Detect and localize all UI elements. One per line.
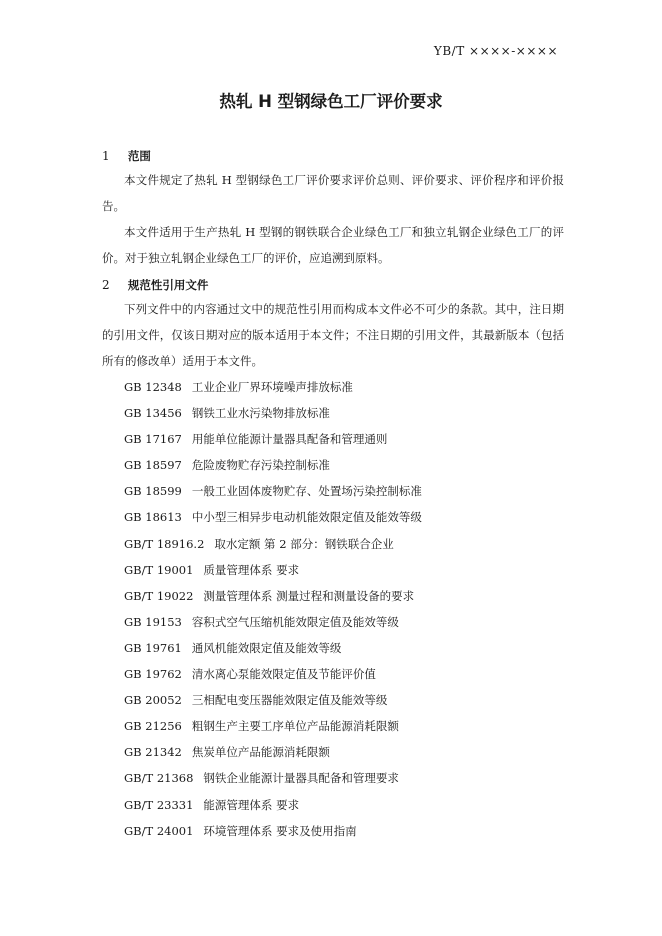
list-item (124, 531, 422, 557)
list-item (124, 635, 422, 661)
section-number: 2 (102, 278, 110, 292)
reference-name: 三相配电变压器能效限定值及能效等级 (191, 693, 388, 708)
reference-name: 中小型三相异步电动机能效限定值及能效等级 (191, 510, 422, 525)
reference-code: GB 19761 (124, 640, 182, 655)
list-item (124, 713, 422, 739)
reference-name: 环境管理体系 要求及使用指南 (203, 823, 357, 838)
reference-list (124, 374, 422, 844)
reference-code: GB 17167 (124, 432, 182, 447)
reference-code: GB 18613 (124, 510, 182, 525)
list-item (124, 426, 422, 452)
list-item (124, 452, 422, 478)
list-item (124, 765, 422, 791)
list-item (124, 400, 422, 426)
reference-code: GB 21342 (124, 745, 182, 760)
reference-name: 测量管理体系 测量过程和测量设备的要求 (203, 588, 415, 603)
reference-name: 一般工业固体废物贮存、处置场污染控制标准 (191, 484, 422, 499)
list-item (124, 792, 422, 818)
reference-code: GB 19153 (124, 614, 182, 629)
reference-code: GB/T 24001 (124, 823, 194, 838)
list-item (124, 609, 422, 635)
reference-code: GB 20052 (124, 693, 182, 708)
reference-code: GB/T 19022 (124, 588, 194, 603)
reference-name: 钢铁企业能源计量器具配备和管理要求 (203, 771, 399, 786)
list-item (124, 583, 422, 609)
reference-code: GB/T 21368 (124, 771, 194, 786)
reference-code: GB/T 18916.2 (124, 536, 205, 551)
reference-code: GB 21256 (124, 719, 182, 734)
reference-name: 通风机能效限定值及能效等级 (191, 640, 342, 655)
reference-name: 质量管理体系 要求 (203, 562, 300, 577)
scope-paragraph-1: 本文件规定了热轧 H 型钢绿色工厂评价要求评价总则、评价要求、评价程序和评价报告。 (102, 173, 564, 213)
reference-code: GB 12348 (124, 380, 182, 394)
reference-name: 容积式空气压缩机能效限定值及能效等级 (191, 614, 399, 629)
reference-name: 焦炭单位产品能源消耗限额 (191, 745, 330, 760)
reference-name: 工业企业厂界环境噪声排放标准 (191, 380, 353, 394)
reference-name: 取水定额 第 2 部分：钢铁联合企业 (214, 536, 394, 551)
reference-code: GB 18599 (124, 484, 182, 499)
reference-code: GB 13456 (124, 406, 182, 421)
reference-code: GB/T 23331 (124, 797, 194, 812)
standard-code: YB/T ××××-×××× (433, 44, 558, 58)
section-number: 1 (102, 149, 110, 163)
reference-code: GB 18597 (124, 458, 182, 473)
references-intro-paragraph: 下列文件中的内容通过文中的规范性引用而构成本文件必不可少的条款。其中，注日期的引用文件，仅该日期对应的版本适用于本文件；不注日期的引用文件，其最新版本（包括所有的修改单）适用于本文件。 (102, 302, 564, 368)
reference-name: 危险废物贮存污染控制标准 (191, 458, 330, 473)
reference-name: 粗钢生产主要工序单位产品能源消耗限额 (191, 719, 399, 734)
list-item (124, 661, 422, 687)
section-title: 范围 (127, 149, 151, 163)
section-heading-scope (102, 148, 151, 164)
list-item (124, 739, 422, 765)
list-item (124, 557, 422, 583)
section-title: 规范性引用文件 (127, 278, 209, 292)
reference-name: 清水离心泵能效限定值及节能评价值 (191, 667, 376, 682)
scope-paragraph-2: 本文件适用于生产热轧 H 型钢的钢铁联合企业绿色工厂和独立轧钢企业绿色工厂的评价。对于独立轧钢企业绿色工厂的评价，应追溯到原料。 (102, 225, 564, 265)
reference-name: 钢铁工业水污染物排放标准 (191, 406, 330, 421)
list-item (124, 504, 422, 530)
list-item (124, 478, 422, 504)
page-title: 热轧 H 型钢绿色工厂评价要求 (219, 92, 443, 111)
list-item (124, 374, 422, 400)
section-heading-normative-references (102, 277, 208, 293)
list-item (124, 818, 422, 844)
reference-name: 能源管理体系 要求 (203, 797, 300, 812)
reference-code: GB/T 19001 (124, 562, 194, 577)
reference-name: 用能单位能源计量器具配备和管理通则 (191, 432, 388, 447)
reference-code: GB 19762 (124, 667, 182, 682)
list-item (124, 687, 422, 713)
